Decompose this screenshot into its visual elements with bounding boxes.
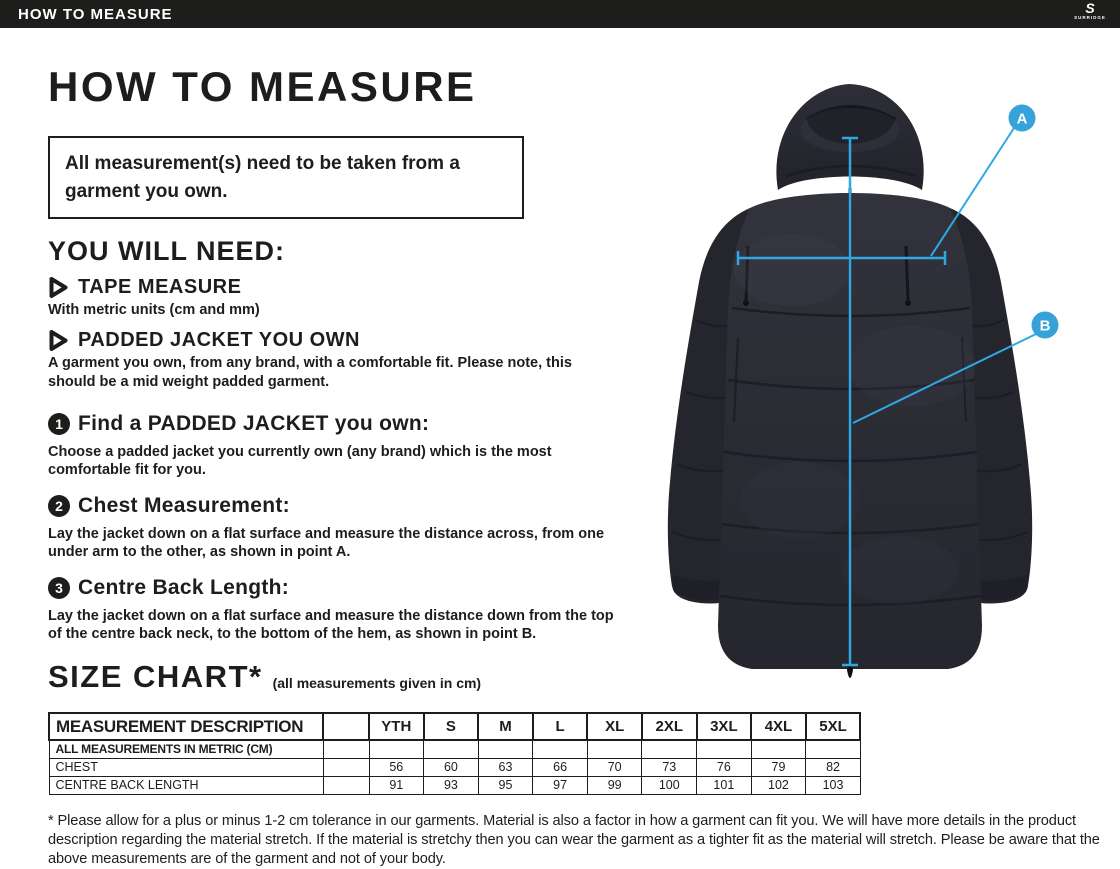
you-will-need-heading: YOU WILL NEED: [48,236,286,267]
table-cell: 73 [642,758,697,776]
need-item-description: With metric units (cm and mm) [48,302,260,319]
notice-box: All measurement(s) need to be taken from a garment you own. [48,136,524,219]
need-item-description: A garment you own, from any brand, with a comfortable fit. Please note, this should be a mid weight padded garment. [48,355,572,390]
step-3-head [48,576,668,600]
row-label: ALL MEASUREMENTS IN METRIC (CM) [49,740,323,758]
column-header-4xl: 4XL [751,713,806,740]
table-row-chest [49,758,860,776]
size-chart-table [48,712,861,795]
main-content [48,28,847,795]
table-cell [369,740,424,758]
surridge-logo-wordmark: SURRIDGE [1074,15,1106,20]
need-item-label: PADDED JACKET YOU OWN [78,329,361,352]
table-cell: 101 [697,776,752,794]
column-header-5xl: 5XL [806,713,861,740]
table-cell: 76 [697,758,752,776]
column-header-yth: YTH [369,713,424,740]
point-b-label: B [1039,317,1051,335]
step-2-body: Lay the jacket down on a flat surface and measure the distance across, from one under arm to the other, as shown in point A. [48,525,605,561]
table-cell: 79 [751,758,806,776]
step-1 [48,412,668,480]
table-row-centre-back-length [49,776,860,794]
size-chart-heading-row [48,659,668,695]
table-header-row [49,713,860,740]
column-header-spacer [323,713,369,740]
step-3-number-badge: 3 [48,577,70,599]
padded-jacket-image [650,70,1120,700]
table-cell [751,740,806,758]
column-header-2xl: 2XL [642,713,697,740]
column-header-description: MEASUREMENT DESCRIPTION [49,713,323,740]
surridge-logo-icon: S [1085,0,1095,16]
page-title: HOW TO MEASURE [48,63,477,110]
row-label: CHEST [49,758,323,776]
step-2-head [48,494,668,518]
table-cell [323,758,369,776]
table-cell [478,740,533,758]
table-cell: 63 [478,758,533,776]
table-cell: 95 [478,776,533,794]
table-cell: 91 [369,776,424,794]
step-1-head [48,412,668,436]
table-cell [697,740,752,758]
size-chart-subtitle: (all measurements given in cm) [272,675,482,691]
table-cell [806,740,861,758]
step-3-title: Centre Back Length: [78,575,290,599]
table-cell: 66 [533,758,588,776]
step-1-number-badge: 1 [48,413,70,435]
table-cell: 60 [424,758,479,776]
table-cell: 93 [424,776,479,794]
triangle-bullet-icon [48,276,69,299]
tolerance-footnote: * Please allow for a plus or minus 1-2 cm tolerance in our garments. Material is also a factor in how a garment can fit you. We will have more details in the product description regarding the material stretch. If the material is stretchy then you can wear the garment as a tighter fit as the material will stretch. Please be aware that the above measurements are of the garment and not of your body. [48,813,1100,867]
step-3-body: Lay the jacket down on a flat surface and measure the distance down from the top of the centre back neck, to the bottom of the hem, as shown in point B. [48,607,614,643]
row-label: CENTRE BACK LENGTH [49,776,323,794]
step-3 [48,576,668,644]
step-2 [48,494,668,562]
need-item-label: TAPE MEASURE [78,276,242,299]
table-cell: 97 [533,776,588,794]
step-1-title: Find a PADDED JACKET you own: [78,411,430,435]
table-cell [323,776,369,794]
jacket-measurement-diagram [650,70,1120,700]
table-cell: 102 [751,776,806,794]
need-item-tape-measure [48,276,668,299]
column-header-l: L [533,713,588,740]
table-cell [533,740,588,758]
table-cell [424,740,479,758]
zip-pull [847,666,853,678]
surridge-logo [1068,1,1112,21]
step-2-number-badge: 2 [48,495,70,517]
pocket-zip-pull [743,300,749,306]
need-item-padded-jacket [48,329,668,352]
table-cell [323,740,369,758]
table-cell: 70 [587,758,642,776]
step-2-title: Chest Measurement: [78,493,290,517]
top-bar [0,0,1120,28]
point-b-marker [1032,312,1059,339]
point-a-label: A [1016,110,1028,128]
column-header-s: S [424,713,479,740]
table-cell: 103 [806,776,861,794]
column-header-3xl: 3XL [697,713,752,740]
table-cell: 56 [369,758,424,776]
column-header-xl: XL [587,713,642,740]
table-cell [642,740,697,758]
pocket-zip-pull [905,300,911,306]
table-cell [587,740,642,758]
triangle-bullet-icon [48,329,69,352]
column-header-m: M [478,713,533,740]
table-cell: 99 [587,776,642,794]
size-chart-title: SIZE CHART* [48,659,263,694]
point-a-marker [1009,105,1036,132]
top-bar-title: HOW TO MEASURE [18,5,173,23]
table-cell: 100 [642,776,697,794]
table-row-metric-note [49,740,860,758]
step-1-body: Choose a padded jacket you currently own (any brand) which is the most comfortable fit for you. [48,443,552,479]
table-cell: 82 [806,758,861,776]
